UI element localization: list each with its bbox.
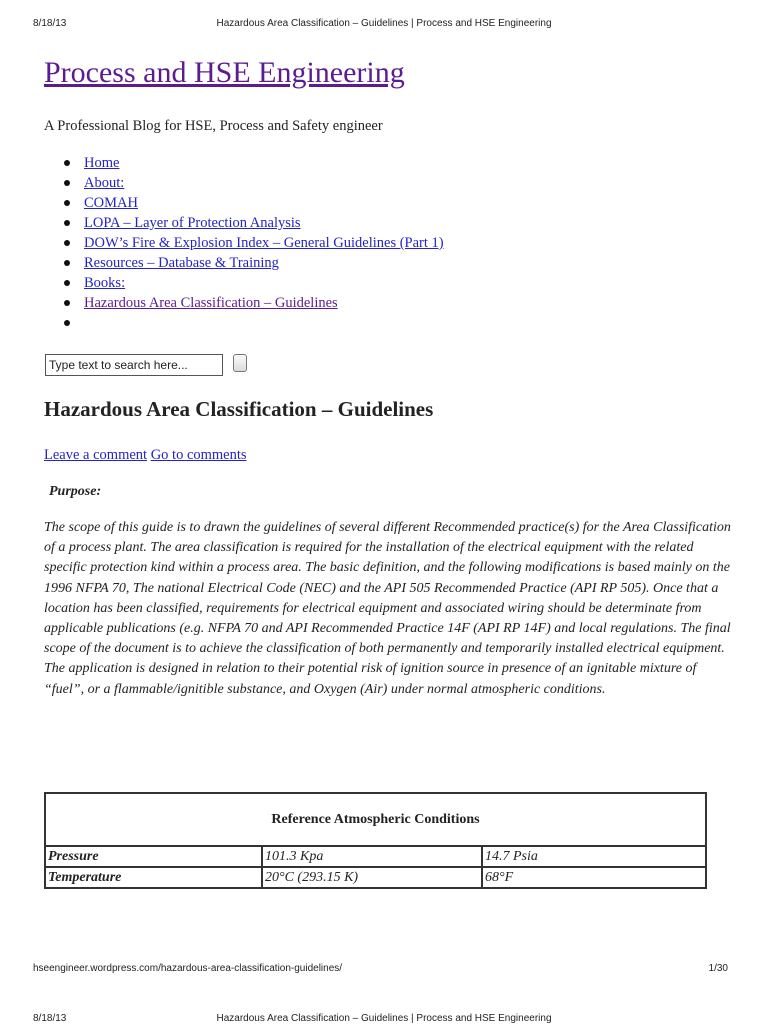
imperial-value: 68°F xyxy=(482,867,706,888)
nav-link-dow-index[interactable]: DOW’s Fire & Explosion Index – General Guidelines (Part 1) xyxy=(84,235,444,251)
nav-link-hazardous-area[interactable]: Hazardous Area Classification – Guidelines xyxy=(84,295,338,311)
nav-item xyxy=(66,173,444,193)
bullet-icon xyxy=(64,160,70,166)
reference-conditions-table xyxy=(44,792,707,889)
bullet-icon xyxy=(64,200,70,206)
bullet-icon xyxy=(64,220,70,226)
bullet-icon xyxy=(64,280,70,286)
bullet-icon xyxy=(64,320,70,326)
bullet-icon xyxy=(64,180,70,186)
table-row xyxy=(45,846,706,867)
imperial-value: 14.7 Psia xyxy=(482,846,706,867)
metric-value: 101.3 Kpa xyxy=(262,846,482,867)
nav-link-resources[interactable]: Resources – Database & Training xyxy=(84,255,279,271)
bullet-icon xyxy=(64,240,70,246)
metric-value: 20°C (293.15 K) xyxy=(262,867,482,888)
search-input[interactable] xyxy=(45,354,223,376)
print-header xyxy=(0,18,768,32)
search-button[interactable] xyxy=(233,354,247,372)
nav-item xyxy=(66,293,444,313)
bullet-icon xyxy=(64,260,70,266)
scope-paragraph: The scope of this guide is to drawn the guidelines of several different Recommended practice(s) for the Area Classification of a process plant. The area classification is required for the installation of the electrical equipment with the related specific protection kind within a process area. The basic definition, and the following modifications is based mainly on the 1996 NFPA 70, The national Electrical Code (NEC) and the API 505 Recommended Practice (API RP 505). Once that a location has been classified, requirements for electrical equipment and associated wiring should be determinate from applicable publications (e.g. NFPA 70 and API Recommended Practice 14F (API RP 14F) and local regulations. The final scope of the document is to achieve the classification of both permanently and temporarily installed electrical equipment. The application is designed in relation to their potential risk of ignition source in presence of an ignitable mixture of “fuel”, or a flammable/ignitible substance, and Oxygen (Air) under normal atmospheric conditions. xyxy=(44,520,731,697)
nav-link-comah[interactable]: COMAH xyxy=(84,195,138,211)
go-to-comments-link[interactable]: Go to comments xyxy=(150,447,247,463)
table-caption-row xyxy=(45,793,706,846)
print-footer xyxy=(0,963,768,977)
nav-item xyxy=(66,273,444,293)
nav-item xyxy=(66,213,444,233)
nav-menu xyxy=(66,153,444,333)
print-title: Hazardous Area Classification – Guidelines | Process and HSE Engineering xyxy=(216,1013,552,1024)
leave-comment-link[interactable]: Leave a comment xyxy=(44,447,148,463)
post-title: Hazardous Area Classification – Guidelines xyxy=(44,397,434,421)
nav-link-about[interactable]: About: xyxy=(84,175,125,191)
nav-link-books[interactable]: Books: xyxy=(84,275,126,291)
nav-item xyxy=(66,153,444,173)
print-date: 8/18/13 xyxy=(33,1013,67,1024)
print-title: Hazardous Area Classification – Guidelines | Process and HSE Engineering xyxy=(216,18,552,29)
site-title-link[interactable]: Process and HSE Engineering xyxy=(44,56,405,89)
row-label: Temperature xyxy=(45,867,262,888)
nav-item xyxy=(66,313,444,333)
nav-item xyxy=(66,193,444,213)
nav-link-home[interactable]: Home xyxy=(84,155,120,171)
nav-item xyxy=(66,233,444,253)
page-number: 1/30 xyxy=(708,963,728,974)
table-caption: Reference Atmospheric Conditions xyxy=(45,793,706,846)
purpose-heading: Purpose: xyxy=(49,484,102,499)
nav-link-lopa[interactable]: LOPA – Layer of Protection Analysis xyxy=(84,215,301,231)
row-label: Pressure xyxy=(45,846,262,867)
nav-item xyxy=(66,253,444,273)
bullet-icon xyxy=(64,300,70,306)
comment-links xyxy=(44,447,247,464)
print-date: 8/18/13 xyxy=(33,18,67,29)
print-header-next-page xyxy=(0,1013,768,1027)
site-tagline: A Professional Blog for HSE, Process and Safety engineer xyxy=(44,118,383,134)
table-row xyxy=(45,867,706,888)
page-url: hseengineer.wordpress.com/hazardous-area-classification-guidelines/ xyxy=(33,963,343,974)
